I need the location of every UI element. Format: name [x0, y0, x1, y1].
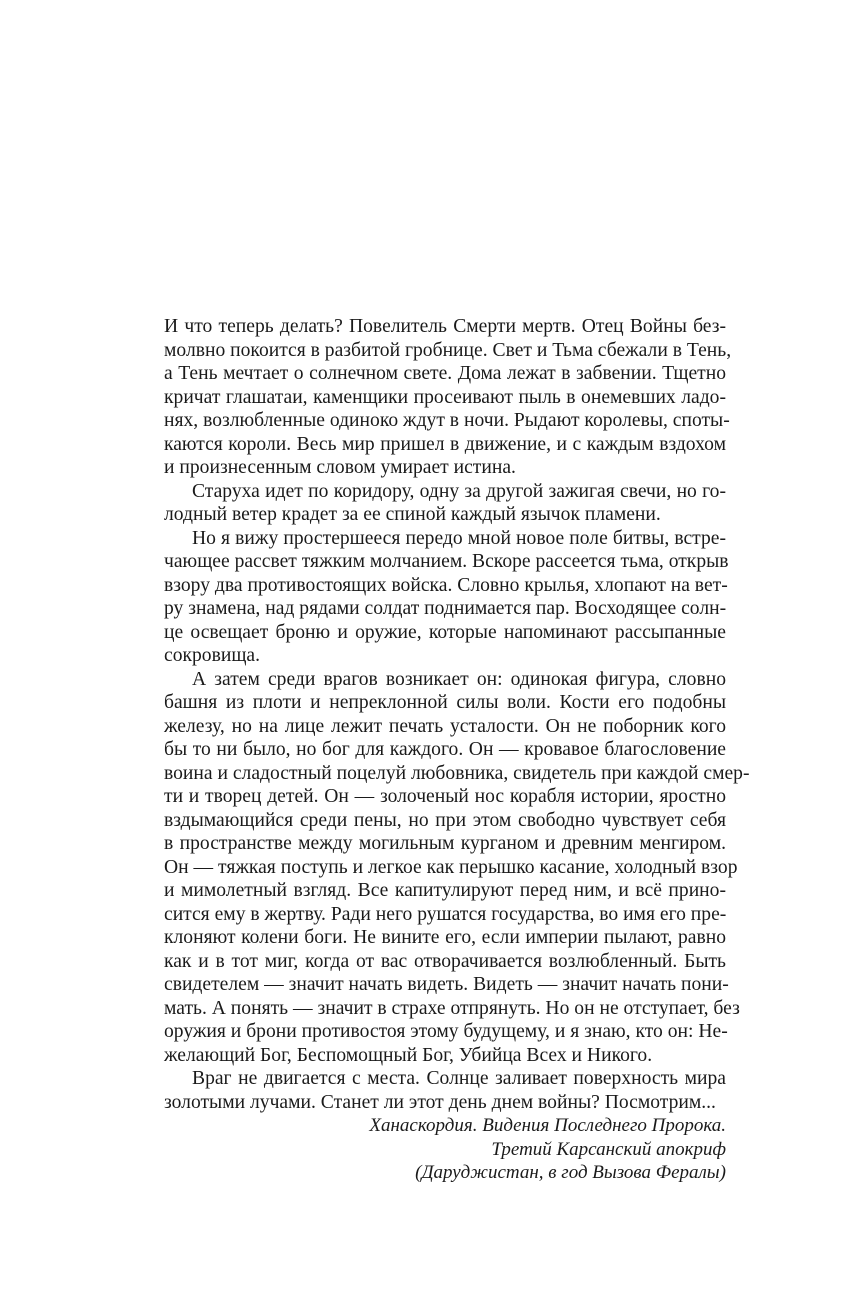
text-line: Враг не двигается с места. Солнце заливает поверхность мира: [192, 1068, 726, 1089]
text-line: свидетелем — значит начать видеть. Видеть — значит начать пони-: [164, 974, 729, 995]
text-line: клоняют колени боги. Не вините его, если империи пылают, равно: [164, 927, 726, 948]
attribution-line: Третий Карсанский апокриф: [491, 1138, 726, 1160]
text-line: каются короли. Весь мир пришел в движение, и с каждым вздохом: [164, 433, 726, 455]
text-line: Но я вижу простершееся передо мной новое поле битвы, встре-: [192, 527, 726, 549]
text-line: башня из плоти и непреклонной силы воли. Кости его подобны: [164, 692, 726, 713]
paragraph-3: [164, 527, 729, 668]
text-line: мать. А понять — значит в страхе отпрянуть. Но он не отступает, без: [164, 997, 740, 1019]
text-line: как и в тот миг, когда от вас отворачивается возлюбленный. Быть: [164, 950, 726, 972]
text-line: желающий Бог, Беспомощный Бог, Убийца Всех и Никого.: [164, 1044, 653, 1066]
text-line: в пространстве между могильным курганом и древним менгиром.: [164, 833, 726, 854]
text-line: и произнесенным словом умирает истина.: [164, 457, 516, 478]
epigraph-block: [164, 315, 750, 1185]
text-line: железу, но на лице лежит печать усталости. Он не поборник кого: [164, 715, 726, 737]
text-line: и мимолетный взгляд. Все капитулируют перед ним, и всё прино-: [164, 880, 726, 901]
text-line: Старуха идет по коридору, одну за другой зажигая свечи, но го-: [192, 480, 726, 502]
text-line: бы то ни было, но бог для каждого. Он — кровавое благословение: [164, 739, 726, 760]
paragraph-2: [164, 480, 726, 527]
paragraph-4: [164, 668, 750, 1068]
text-line: сокровища.: [164, 645, 261, 666]
text-line: А затем среди врагов возникает он: одинокая фигура, словно: [192, 668, 726, 690]
paragraph-1: [164, 315, 732, 480]
paragraph-5: [164, 1067, 726, 1114]
text-line: а Тень мечтает о солнечном свете. Дома лежат в забвении. Тщетно: [164, 363, 726, 384]
text-line: це освещает броню и оружие, которые напоминают рассыпанные: [164, 621, 726, 643]
attribution-line: (Даруджистан, в год Вызова Фералы): [415, 1162, 726, 1183]
text-line: вздымающийся среди пены, но при этом свободно чувствует себя: [164, 809, 726, 831]
text-line: сится ему в жертву. Ради него рушатся государства, во имя его пре-: [164, 903, 727, 925]
text-line: Он — тяжкая поступь и легкое как перышко касание, холодный взор: [164, 856, 738, 878]
text-line: взору два противостоящих войска. Словно крылья, хлопают на вет-: [164, 574, 728, 596]
epigraph-attribution: [164, 1114, 726, 1185]
text-line: нях, возлюбленные одиноко ждут в ночи. Рыдают королевы, споты-: [164, 410, 730, 431]
text-line: золотыми лучами. Станет ли этот день днем войны? Посмотрим...: [164, 1091, 716, 1113]
attribution-line: Ханаскордия. Видения Последнего Пророка.: [369, 1115, 726, 1136]
text-line: ру знамена, над рядами солдат поднимается пар. Восходящее солн-: [164, 598, 727, 619]
text-line: лодный ветер крадет за ее спиной каждый язычок пламени.: [164, 504, 661, 525]
text-line: ти и творец детей. Он — золоченый нос корабля истории, яростно: [164, 786, 726, 807]
text-line: И что теперь делать? Повелитель Смерти мертв. Отец Войны без-: [164, 316, 726, 337]
text-line: чающее рассвет тяжким молчанием. Вскоре рассеется тьма, открыв: [164, 551, 729, 572]
text-line: молвно покоится в разбитой гробнице. Свет и Тьма сбежали в Тень,: [164, 339, 732, 361]
text-line: оружия и брони противостоя этому будущему, и я знаю, кто он: Не-: [164, 1021, 728, 1042]
text-line: воина и сладостный поцелуй любовника, свидетель при каждой смер-: [164, 762, 750, 784]
text-line: кричат глашатаи, каменщики просеивают пыль в онемевших ладо-: [164, 386, 726, 408]
